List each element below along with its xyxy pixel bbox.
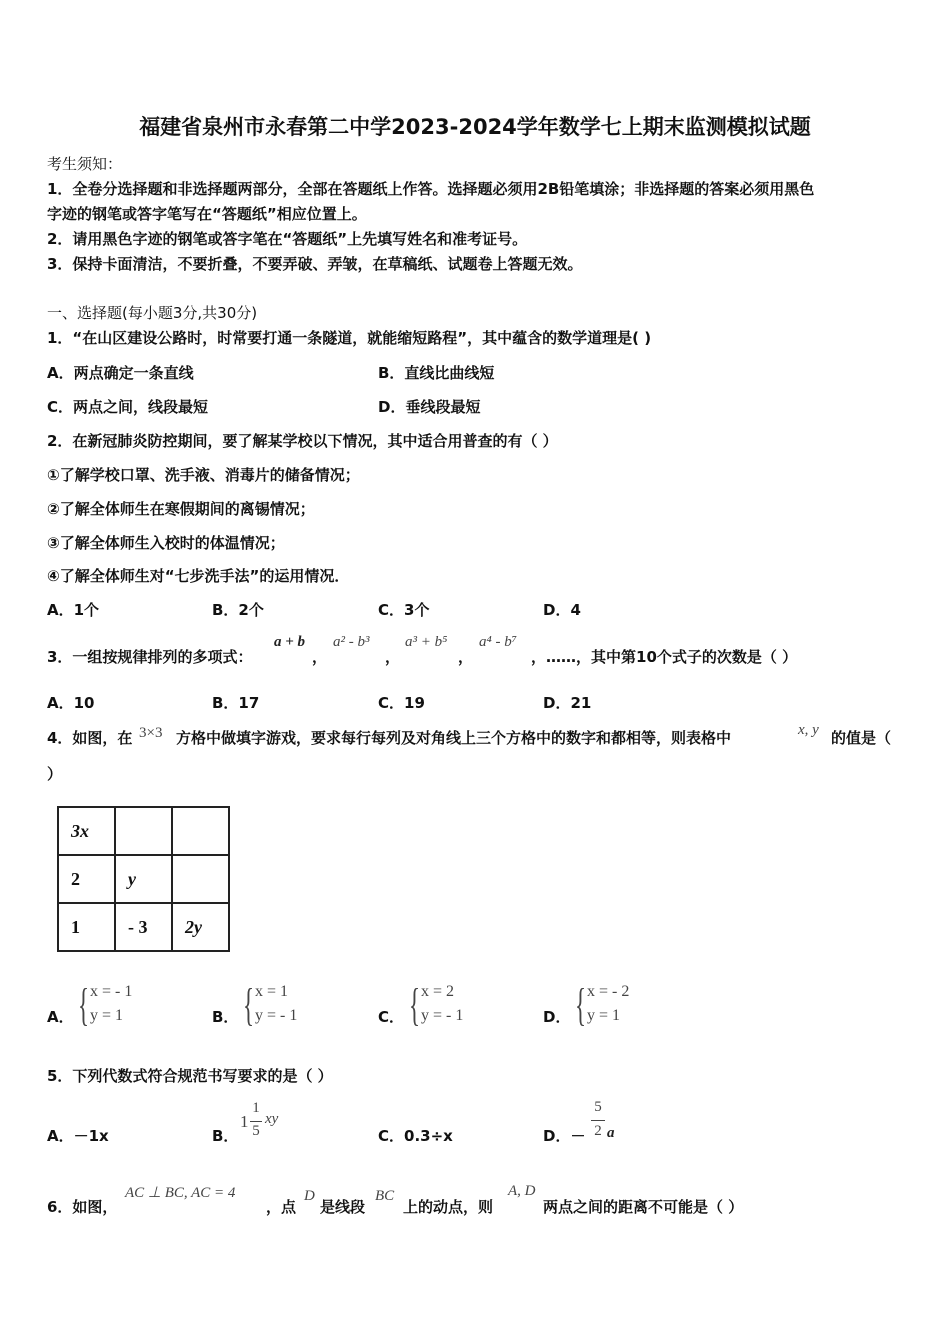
- q6-segment: BC: [375, 1188, 395, 1204]
- grid-row: [58, 855, 229, 903]
- q4-option-a-system: [90, 980, 132, 1028]
- equation: y = - 1: [421, 1007, 464, 1024]
- q1-option-a: A．两点确定一条直线: [47, 364, 194, 382]
- grid-cell: 3x: [58, 807, 115, 855]
- q2-stem: 2．在新冠肺炎防控期间，要了解某学校以下情况，其中适合用普查的有（ ）: [47, 432, 558, 450]
- q5-option-c: C．0.3÷x: [378, 1127, 453, 1145]
- q5-stem: 5．下列代数式符合规范书写要求的是（ ）: [47, 1067, 333, 1085]
- grid-row: [58, 903, 229, 951]
- q3-option-b: B．17: [212, 694, 260, 712]
- q5-option-b-label: B．: [212, 1127, 239, 1145]
- q5-b-numerator: 1: [252, 1100, 260, 1116]
- fraction-bar: [250, 1121, 262, 1122]
- equation: y = 1: [587, 1007, 621, 1024]
- q4-grid: [57, 806, 230, 952]
- q3-comma-1: ，: [312, 648, 328, 666]
- q6-point-d: D: [304, 1188, 315, 1204]
- grid-cell: [172, 807, 229, 855]
- notice-heading: 考生须知：: [47, 155, 123, 173]
- q4-option-d-system: [587, 980, 629, 1028]
- q3-comma-3: ，: [458, 648, 474, 666]
- q4-option-b-system: [255, 980, 297, 1028]
- q2-option-a: A．1个: [47, 601, 100, 619]
- q3-expr-1: a + b: [274, 634, 306, 650]
- grid-row: [58, 807, 229, 855]
- q5-d-variable: a: [607, 1125, 615, 1141]
- q3-lead: 3．一组按规律排列的多项式：: [47, 648, 253, 666]
- notice-line-1a: 1．全卷分选择题和非选择题两部分，全部在答题纸上作答。选择题必须用2B铅笔填涂；非选择题的答案必须用黑色: [47, 180, 815, 198]
- grid-cell: 2: [58, 855, 115, 903]
- q1-option-c: C．两点之间，线段最短: [47, 398, 209, 416]
- brace-icon: {: [409, 979, 421, 1030]
- brace-icon: {: [78, 979, 90, 1030]
- grid-cell: - 3: [115, 903, 172, 951]
- q6-lead: 6．如图，: [47, 1198, 118, 1216]
- q2-option-d: D．4: [543, 601, 581, 619]
- q4-option-b-label: B．: [212, 1008, 239, 1026]
- q2-option-c: C．3个: [378, 601, 430, 619]
- q4-end: 的值是（: [831, 729, 892, 747]
- q3-tail: ，……，其中第10个式子的次数是（ ）: [531, 648, 798, 666]
- q5-b-denominator: 5: [252, 1123, 260, 1139]
- equation: y = - 1: [255, 1007, 298, 1024]
- q4-mid: 方格中做填字游戏，要求每行每列及对角线上三个方格中的数字和都相等，则表格中: [176, 729, 732, 747]
- q3-expr-3: a³ + b⁵: [405, 634, 448, 650]
- q2-item-3: ③了解全体师生入校时的体温情况；: [47, 534, 285, 552]
- q2-item-2: ②了解全体师生在寒假期间的离锡情况；: [47, 500, 315, 518]
- q5-d-numerator: 5: [594, 1099, 602, 1115]
- q3-comma-2: ，: [385, 648, 401, 666]
- q2-option-b: B．2个: [212, 601, 264, 619]
- brace-icon: {: [243, 979, 255, 1030]
- q6-points: A, D: [508, 1183, 536, 1199]
- q1-option-d: D．垂线段最短: [378, 398, 481, 416]
- equation: y = 1: [90, 1007, 124, 1024]
- grid-cell: 2y: [172, 903, 229, 951]
- notice-line-1b: 字迹的钢笔或答字笔写在“答题纸”相应位置上。: [47, 205, 367, 223]
- q4-option-d-label: D．: [543, 1008, 571, 1026]
- equation: x = 2: [421, 983, 455, 1000]
- q3-expr-2: a² - b³: [333, 634, 370, 650]
- q6-condition: AC ⊥ BC, AC = 4: [125, 1185, 236, 1201]
- q2-item-4: ④了解全体师生对“七步洗手法”的运用情况．: [47, 567, 350, 585]
- q6-text-1: ，点: [266, 1198, 297, 1216]
- q2-item-1: ①了解学校口罩、洗手液、消毒片的储备情况；: [47, 466, 360, 484]
- q5-b-whole: 1: [240, 1112, 249, 1131]
- section-heading: 一、选择题(每小题3分,共30分): [47, 304, 258, 322]
- q3-option-c: C．19: [378, 694, 425, 712]
- equation: x = - 1: [90, 983, 133, 1000]
- q3-option-a: A．10: [47, 694, 95, 712]
- q1-stem: 1．“在山区建设公路时，时常要打通一条隧道，就能缩短路程”，其中蕴含的数学道理是( ): [47, 329, 652, 347]
- notice-line-3: 3．保持卡面清洁，不要折叠，不要弄破、弄皱，在草稿纸、试题卷上答题无效。: [47, 255, 583, 273]
- q3-option-d: D．21: [543, 694, 592, 712]
- notice-line-2: 2．请用黑色字迹的钢笔或答字笔在“答题纸”上先填写姓名和准考证号。: [47, 230, 528, 248]
- q4-option-c-label: C．: [378, 1008, 405, 1026]
- equation: x = - 2: [587, 983, 630, 1000]
- grid-cell: [115, 807, 172, 855]
- q1-option-b: B．直线比曲线短: [378, 364, 495, 382]
- q4-lead: 4．如图，在: [47, 729, 133, 747]
- equation: x = 1: [255, 983, 289, 1000]
- grid-cell: [172, 855, 229, 903]
- q4-option-c-system: [421, 980, 463, 1028]
- q6-text-2: 是线段: [320, 1198, 366, 1216]
- q5-d-denominator: 2: [594, 1123, 602, 1139]
- q4-option-a-label: A．: [47, 1008, 74, 1026]
- q5-b-variable: xy: [265, 1111, 279, 1127]
- q4-close: ）: [47, 765, 63, 783]
- q4-grid-size: 3×3: [139, 725, 163, 741]
- fraction-bar: [591, 1120, 605, 1121]
- grid-cell: y: [115, 855, 172, 903]
- q4-vars: x, y: [798, 722, 819, 738]
- q3-expr-4: a⁴ - b⁷: [479, 634, 517, 650]
- q5-option-a: A．－1x: [47, 1127, 109, 1145]
- q6-text-3: 上的动点，则: [403, 1198, 494, 1216]
- q6-text-4: 两点之间的距离不可能是（ ）: [543, 1198, 744, 1216]
- page-title: 福建省泉州市永春第二中学2023-2024学年数学七上期末监测模拟试题: [139, 115, 811, 139]
- grid-cell: 1: [58, 903, 115, 951]
- brace-icon: {: [575, 979, 587, 1030]
- q5-option-d-label: D．－: [543, 1127, 586, 1145]
